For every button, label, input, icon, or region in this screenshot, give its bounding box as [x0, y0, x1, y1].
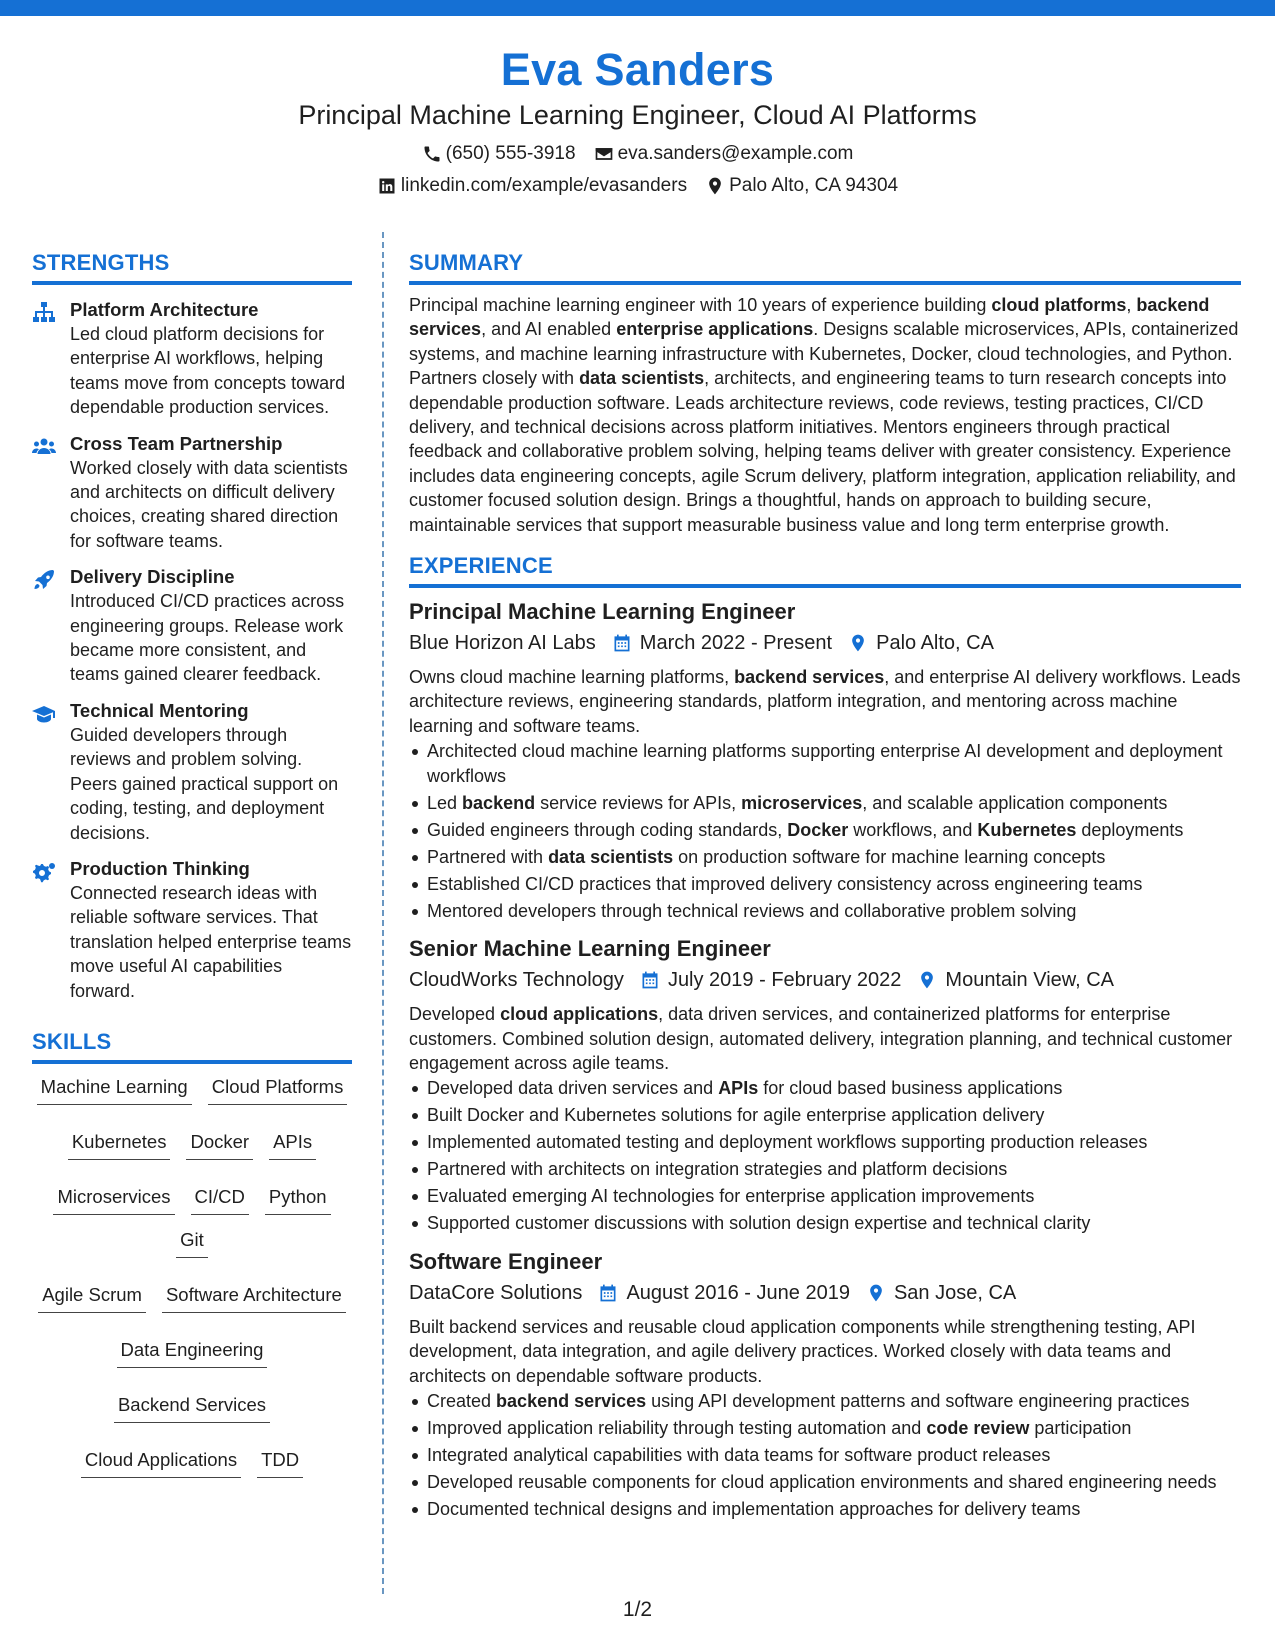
job-location: San Jose, CA [893, 1281, 1017, 1304]
contact-location [705, 174, 898, 198]
skill-tag: Data Engineering [117, 1337, 268, 1368]
graduation-cap-icon [32, 703, 56, 725]
right-column [409, 248, 1241, 1524]
sitemap-icon [32, 302, 56, 324]
job-bullets [409, 739, 1241, 923]
skill-tag: Agile Scrum [38, 1282, 146, 1313]
job-entry [409, 1248, 1241, 1522]
contact-row-1 [0, 142, 1275, 166]
strength-item [32, 432, 352, 554]
candidate-name: Eva Sanders [500, 44, 775, 95]
left-column [32, 248, 352, 1478]
job-bullet: Partnered with architects on integration strategies and platform decisions [427, 1157, 1241, 1181]
strength-desc: Connected research ideas with reliable software services. That translation helped enterprise teams move useful AI capabilities forward. [70, 882, 352, 1001]
skill-tag: APIs [269, 1129, 316, 1160]
skill-tag: Cloud Platforms [208, 1074, 348, 1105]
job-meta [409, 629, 1241, 657]
job-entry [409, 935, 1241, 1236]
job-description: Owns cloud machine learning platforms, backend services, and enterprise AI delivery workflows. Leads architecture reviews, engineering standards, platform integration, and mentoring across machine learning and software teams. [409, 667, 1241, 736]
linkedin-text[interactable]: linkedin.com/example/evasanders [400, 175, 688, 196]
skill-tag: Python [265, 1184, 331, 1215]
skill-tag: Kubernetes [68, 1129, 171, 1160]
skill-tag: Cloud Applications [81, 1447, 241, 1478]
skills-list [32, 1074, 352, 1478]
strength-desc: Introduced CI/CD practices across engineering groups. Release work became more consistent, and teams gained clearer feedback. [70, 591, 345, 685]
job-meta [409, 966, 1241, 994]
experience-heading: EXPERIENCE [409, 551, 1241, 588]
strength-desc: Worked closely with data scientists and architects on difficult delivery choices, creating shared direction for software teams. [70, 457, 348, 551]
skill-tag: Git [176, 1227, 208, 1258]
map-marker-icon [866, 1283, 886, 1303]
job-bullets [409, 1076, 1241, 1235]
calendar-icon [612, 633, 632, 653]
job-title: Senior Machine Learning Engineer [409, 936, 771, 962]
strength-title: Technical Mentoring [70, 699, 249, 721]
column-divider [382, 232, 384, 1594]
strength-item [32, 857, 352, 1003]
map-marker-icon [705, 176, 725, 196]
job-bullet: Established CI/CD practices that improved delivery consistency across engineering teams [427, 872, 1241, 896]
job-bullets [409, 1389, 1241, 1521]
job-bullet: Created backend services using API development patterns and software engineering practices [427, 1389, 1241, 1413]
strength-title: Delivery Discipline [70, 566, 235, 588]
job-dates: March 2022 - Present [639, 632, 833, 655]
strengths-heading: STRENGTHS [32, 248, 352, 285]
job-bullet: Evaluated emerging AI technologies for enterprise application improvements [427, 1184, 1241, 1208]
strength-title: Platform Architecture [70, 299, 259, 320]
users-icon [32, 436, 56, 458]
calendar-icon [598, 1283, 618, 1303]
job-meta [409, 1279, 1241, 1307]
summary-heading: SUMMARY [409, 248, 1241, 285]
job-description: Built backend services and reusable cloud application components while strengthening testing, API development, data integration, and agile delivery practices. Worked closely with data teams and architects on dependable software products. [409, 1316, 1196, 1386]
job-bullet: Developed reusable components for cloud application environments and shared engineering needs [427, 1470, 1241, 1494]
job-bullet: Architected cloud machine learning platforms supporting enterprise AI development and deployment workflows [427, 739, 1241, 788]
job-location: Mountain View, CA [945, 969, 1115, 992]
map-marker-icon [848, 633, 868, 653]
summary-text: Principal machine learning engineer with 10 years of experience building cloud platforms, backend services, and AI enabled enterprise applications. Designs scalable microservices, APIs, containerized systems, and machine learning infrastructure with Kubernetes, Docker, cloud technologies, and Python. Partners closely with data scientists, architects, and engineering teams to turn research concepts into dependable production software. Leads architecture reviews, code reviews, testing practices, CI/CD delivery, and technical decisions across platform initiatives. Mentors engineers through practical feedback and collaborative problem solving, helping teams deliver with greater consistency. Experience includes data engineering concepts, agile Scrum delivery, platform integration, application reliability, and customer focused solution design. Brings a thoughtful, hands on approach to building secure, maintainable services that support measurable business value and long term enterprise growth. [409, 295, 1239, 535]
job-bullet: Integrated analytical capabilities with data teams for software product releases [427, 1443, 1241, 1467]
top-accent-bar [0, 0, 1275, 16]
contact-phone [422, 142, 576, 166]
job-bullet: Implemented automated testing and deployment workflows supporting production releases [427, 1130, 1241, 1154]
contact-email[interactable] [594, 142, 854, 166]
job-location: Palo Alto, CA [876, 632, 994, 655]
map-marker-icon [917, 970, 937, 990]
skills-heading: SKILLS [32, 1027, 352, 1064]
page-number: 1/2 [622, 1598, 653, 1621]
candidate-headline: Principal Machine Learning Engineer, Cloud AI Platforms [298, 100, 977, 130]
strength-title: Cross Team Partnership [70, 432, 283, 454]
job-bullet: Developed data driven services and APIs for cloud based business applications [427, 1076, 1241, 1100]
strength-title: Production Thinking [70, 857, 250, 879]
job-bullet: Partnered with data scientists on production software for machine learning concepts [427, 845, 1241, 869]
rocket-icon [32, 569, 56, 591]
job-bullet: Supported customer discussions with solution design expertise and technical clarity [427, 1211, 1241, 1235]
skill-tag: Machine Learning [37, 1074, 192, 1105]
job-dates: August 2016 - June 2019 [626, 1281, 850, 1304]
gears-icon [32, 861, 56, 883]
linkedin-icon [377, 176, 397, 196]
job-dates: July 2019 - February 2022 [667, 969, 902, 992]
job-description: Developed cloud applications, data driven services, and containerized platforms for enterprise customers. Combined solution design, automated delivery, integration planning, and technical customer engagement across agile teams. [409, 1004, 1233, 1073]
skill-tag: CI/CD [191, 1184, 249, 1215]
job-bullet: Led backend service reviews for APIs, microservices, and scalable application components [427, 791, 1241, 815]
job-title: Principal Machine Learning Engineer [409, 599, 796, 625]
job-company: CloudWorks Technology [409, 969, 624, 992]
skill-tag: Microservices [53, 1184, 174, 1215]
job-bullet: Guided engineers through coding standards, Docker workflows, and Kubernetes deployments [427, 818, 1241, 842]
envelope-icon [594, 144, 614, 164]
job-bullet: Improved application reliability through testing automation and code review participation [427, 1416, 1241, 1440]
skill-tag: Docker [186, 1129, 253, 1160]
skill-tag: Backend Services [114, 1392, 270, 1423]
strength-item [32, 565, 352, 687]
job-title: Software Engineer [409, 1248, 603, 1274]
strength-item [32, 298, 352, 420]
resume-header [0, 42, 1275, 198]
contact-row-2 [0, 174, 1275, 198]
job-entry [409, 598, 1241, 923]
strength-item [32, 699, 352, 845]
location-text: Palo Alto, CA 94304 [729, 175, 899, 196]
job-company: Blue Horizon AI Labs [409, 632, 596, 655]
job-company: DataCore Solutions [409, 1281, 583, 1304]
calendar-icon [640, 970, 660, 990]
job-bullet: Documented technical designs and implementation approaches for delivery teams [427, 1497, 1241, 1521]
strengths-list [32, 298, 352, 1003]
phone-icon [422, 144, 442, 164]
email-text[interactable]: eva.sanders@example.com [617, 143, 854, 164]
skill-tag: TDD [257, 1447, 303, 1478]
strength-desc: Led cloud platform decisions for enterprise AI workflows, helping teams move from concepts toward dependable production services. [70, 324, 346, 418]
job-bullet: Mentored developers through technical reviews and collaborative problem solving [427, 899, 1241, 923]
skill-tag: Software Architecture [162, 1282, 346, 1313]
experience-list [409, 598, 1241, 1521]
contact-linkedin[interactable] [377, 174, 687, 198]
phone-text: (650) 555-3918 [445, 143, 576, 164]
strength-desc: Guided developers through reviews and problem solving. Peers gained practical support on coding, testing, and deployment decisions. [70, 724, 339, 843]
job-bullet: Built Docker and Kubernetes solutions for agile enterprise application delivery [427, 1103, 1241, 1127]
